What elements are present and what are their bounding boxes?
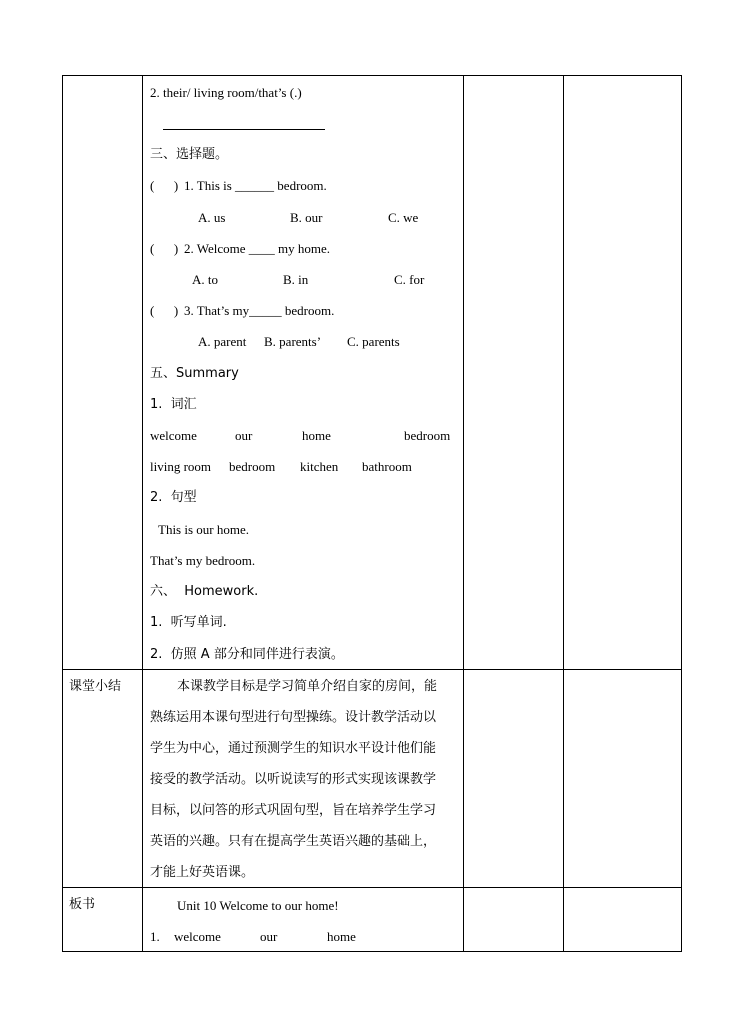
row-label-blackboard: 板书	[69, 897, 96, 912]
sentence-pattern: That’s my bedroom.	[150, 553, 256, 568]
summary-line: 目标，以问答的形式巩固句型，旨在培养学生学习	[150, 803, 437, 818]
section-heading-summary: 五、Summary	[150, 366, 239, 381]
vocab-word: welcome	[150, 428, 197, 443]
table-top-border	[62, 75, 682, 76]
vocab-word: kitchen	[300, 459, 339, 474]
homework-item: 1. 听写单词.	[150, 615, 227, 630]
vocab-heading: 1. 词汇	[150, 397, 197, 412]
mc-option: A. us	[198, 210, 226, 225]
vocab-word: bedroom	[404, 428, 451, 443]
summary-line: 英语的兴趣。只有在提高学生英语兴趣的基础上，	[150, 834, 437, 849]
summary-line: 学生为中心，通过预测学生的知识水平设计他们能	[150, 741, 437, 756]
table-right-border	[681, 75, 682, 952]
mc-option: A. to	[192, 272, 218, 287]
sentence-pattern: This is our home.	[158, 522, 249, 537]
blackboard-title: Unit 10 Welcome to our home!	[177, 898, 339, 913]
mc-question: 3. That’s my_____ bedroom.	[184, 303, 335, 318]
homework-item: 2. 仿照 A 部分和同伴进行表演。	[150, 647, 344, 662]
mc-paren: ( )	[150, 241, 179, 256]
vocab-word: our	[235, 428, 253, 443]
vocab-word: home	[302, 428, 331, 443]
mc-question: 2. Welcome ____ my home.	[184, 241, 331, 256]
mc-option: C. for	[394, 272, 425, 287]
blackboard-word: home	[327, 929, 356, 944]
vocab-word: bathroom	[362, 459, 412, 474]
table-left-border	[62, 75, 63, 952]
pattern-heading: 2. 句型	[150, 490, 197, 505]
exercise-q2: 2. their/ living room/that’s (.)	[150, 85, 302, 100]
mc-option: C. we	[388, 210, 419, 225]
summary-line: 接受的教学活动。以听说读写的形式实现该课教学	[150, 772, 437, 787]
mc-option: A. parent	[198, 334, 247, 349]
mc-option: B. our	[290, 210, 323, 225]
mc-paren: ( )	[150, 178, 179, 193]
summary-line: 熟练运用本课句型进行句型操练。设计教学活动以	[150, 710, 437, 725]
vocab-word: living room	[150, 459, 212, 474]
mc-paren: ( )	[150, 303, 179, 318]
vocab-word: bedroom	[229, 459, 276, 474]
summary-line: 本课教学目标是学习简单介绍自家的房间，能	[177, 679, 438, 694]
mc-option: B. in	[283, 272, 309, 287]
row-divider-2	[62, 887, 682, 888]
section-heading-homework: 六、 Homework.	[150, 584, 259, 599]
column-divider-2	[463, 75, 464, 952]
blackboard-word: our	[260, 929, 278, 944]
mc-option: C. parents	[347, 334, 400, 349]
row-label-summary: 课堂小结	[69, 679, 122, 694]
table-bottom-border	[62, 951, 682, 952]
answer-blank-line	[163, 129, 325, 130]
column-divider-1	[142, 75, 143, 952]
column-divider-3	[563, 75, 564, 952]
mc-option: B. parents’	[264, 334, 322, 349]
mc-question: 1. This is ______ bedroom.	[184, 178, 327, 193]
section-heading-choice: 三、选择题。	[150, 147, 229, 162]
summary-line: 才能上好英语课。	[150, 865, 255, 880]
row-divider-1	[62, 669, 682, 670]
blackboard-word: welcome	[174, 929, 221, 944]
blackboard-line-number: 1.	[150, 929, 160, 944]
